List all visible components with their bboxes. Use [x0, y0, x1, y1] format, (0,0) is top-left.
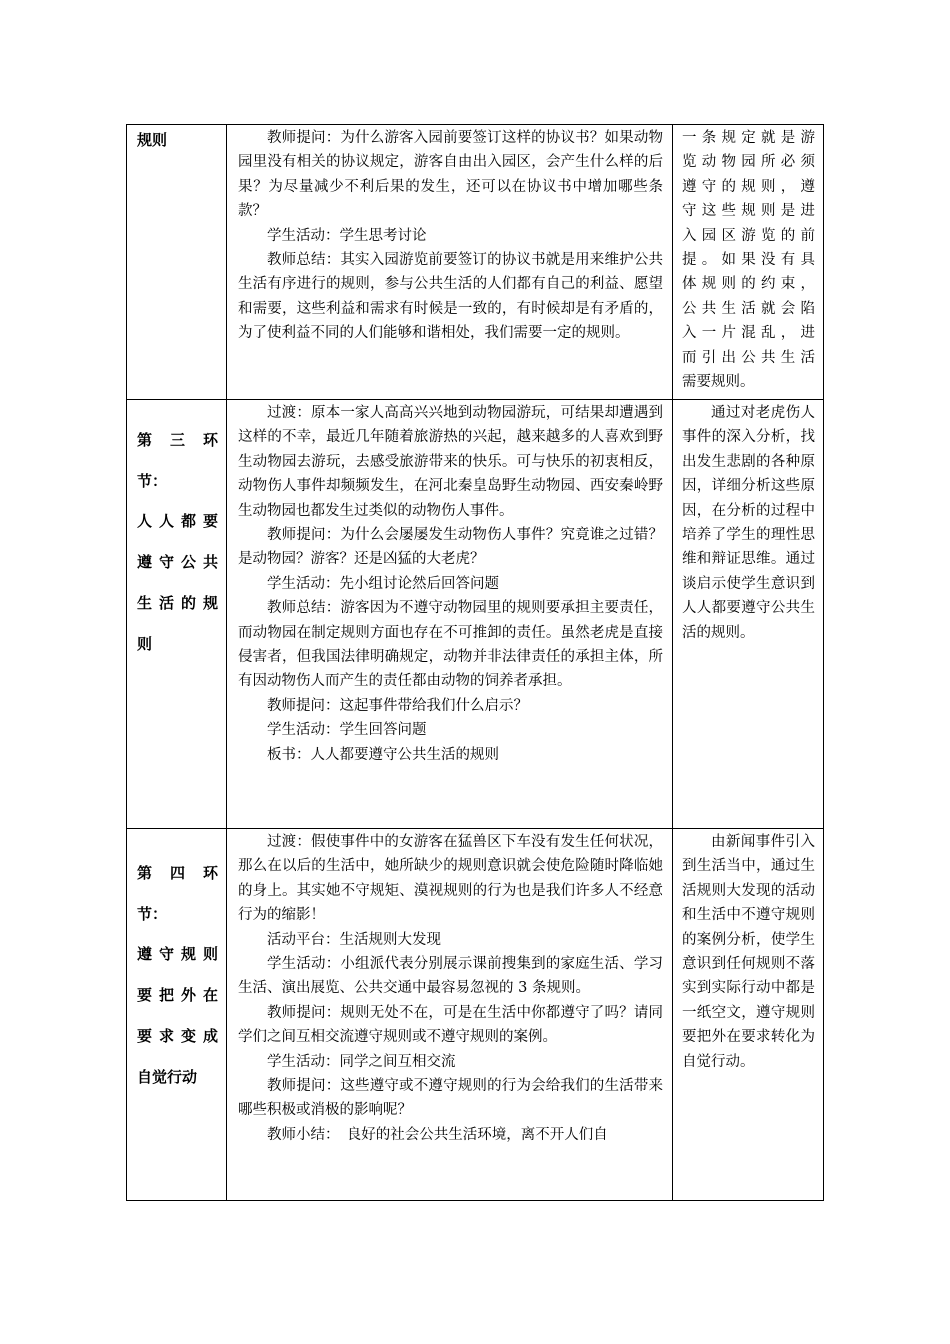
- intent-cell: [673, 400, 824, 829]
- process-cell: [227, 125, 673, 400]
- intent-text: 由新闻事件引入到生活当中，通过生活规则大发现的活动和生活中不遵守规则的案例分析，使学生意识到任何规则不落实到实际行动中都是一纸空文，遵守规则要把外在要求转化为自觉行动。: [682, 834, 815, 1070]
- paragraph: 学生活动：先小组讨论然后回答问题: [267, 575, 499, 592]
- paragraph: 教师提问：这些遵守或不遵守规则的行为会给我们的生活带来哪些积极或消极的影响呢？: [238, 1078, 663, 1119]
- process-text: [227, 125, 672, 348]
- intent-cell: [673, 125, 824, 400]
- lesson-plan-table: [126, 124, 824, 1201]
- paragraph: 学生活动：同学之间互相交流: [267, 1053, 456, 1070]
- stage-cell: [127, 400, 227, 829]
- process-cell: [227, 400, 673, 829]
- paragraph: 板书：人人都要遵守公共生活的规则: [267, 746, 499, 763]
- paragraph: 教师总结：游客因为不遵守动物园里的规则要承担主要责任，而动物园在制定规则方面也存在不可推卸的责任。虽然老虎是直接侵害者，但我国法律明确规定，动物并非法律责任的承担主体，所有因动物伤人而产生的责任都由动物的饲养者承担。: [238, 600, 663, 690]
- paragraph: 教师提问：规则无处不在，可是在生活中你都遵守了吗？请同学们之间互相交流遵守规则或不遵守规则的案例。: [238, 1004, 663, 1046]
- process-text: [227, 400, 672, 769]
- intent-text: 通过对老虎伤人事件的深入分析，找出发生悲剧的各种原因，详细分析这些原因，在分析的过程中培养了学生的理性思维和辩证思维。通过谈启示使学生意识到人人都要遵守公共生活的规则。: [682, 405, 815, 641]
- paragraph: 教师提问：为什么游客入园前要签订这样的协议书？如果动物园里没有相关的协议规定，游客自由出入园区，会产生什么样的后果？为尽量减少不利后果的发生，还可以在协议书中增加哪些条款？: [238, 130, 663, 220]
- process-cell: [227, 829, 673, 1201]
- paragraph: 过渡：假使事件中的女游客在猛兽区下车没有发生任何状况，那么在以后的生活中，她所缺少的规则意识就会使危险随时降临她的身上。其实她不守规矩、漠视规则的行为也是我们许多人不经意行为的缩影！: [238, 834, 663, 924]
- paragraph: 学生活动：学生回答问题: [267, 722, 427, 739]
- paragraph: 过渡：原本一家人高高兴兴地到动物园游玩，可结果却遭遇到这样的不幸，最近几年随着旅游热的兴起，越来越多的人喜欢到野生动物园去游玩，去感受旅游带来的快乐。可与快乐的初衷相反，动物伤人事件却频频发生，在河北秦皇岛野生动物园、西安秦岭野生动物园也都发生过类似的动物伤人事件。: [238, 405, 663, 519]
- paragraph: 教师总结：其实入园游览前要签订的协议书就是用来维护公共生活有序进行的规则，参与公共生活的人们都有自己的利益、愿望和需要，这些利益和需求有时候是一致的，有时候却是有矛盾的，为了使利益不同的人们能够和谐相处，我们需要一定的规则。: [238, 252, 663, 342]
- paragraph: 学生活动：小组派代表分别展示课前搜集到的家庭生活、学习生活、演出展览、公共交通中最容易忽视的 3 条规则。: [238, 956, 663, 997]
- paragraph: 教师提问：这起事件带给我们什么启示？: [267, 697, 528, 714]
- paragraph: 教师提问：为什么会屡屡发生动物伤人事件？究竟谁之过错？是动物园？游客？还是凶猛的大老虎？: [238, 527, 663, 568]
- table-row: [127, 125, 824, 400]
- paragraph: 学生活动：学生思考讨论: [267, 227, 427, 244]
- table-row: [127, 829, 824, 1201]
- stage-cell: [127, 125, 227, 400]
- process-text: [227, 829, 672, 1149]
- paragraph: 活动平台：生活规则大发现: [267, 931, 441, 948]
- intent-text: 一条规定就是游 览动物园所必须 遵守的规则，遵 守这些规则是进 入园区游览的前 提。如果没有具 体规则的约束， 公共生活就会陷 入一片混乱，进 而引出公共生活 需要规则。: [682, 130, 815, 391]
- stage-title: 第 四 环 节： 遵守规则 要把外在 要求变成 自觉行动: [137, 864, 218, 1086]
- paragraph: 教师小结： 良好的社会公共生活环境，离不开人们自: [267, 1126, 608, 1143]
- stage-title: 第 三 环 节： 人人都要 遵守公共 生活的规 则: [137, 431, 218, 653]
- stage-cell: [127, 829, 227, 1201]
- table-row: [127, 400, 824, 829]
- intent-cell: [673, 829, 824, 1201]
- stage-title: 规则: [137, 131, 168, 149]
